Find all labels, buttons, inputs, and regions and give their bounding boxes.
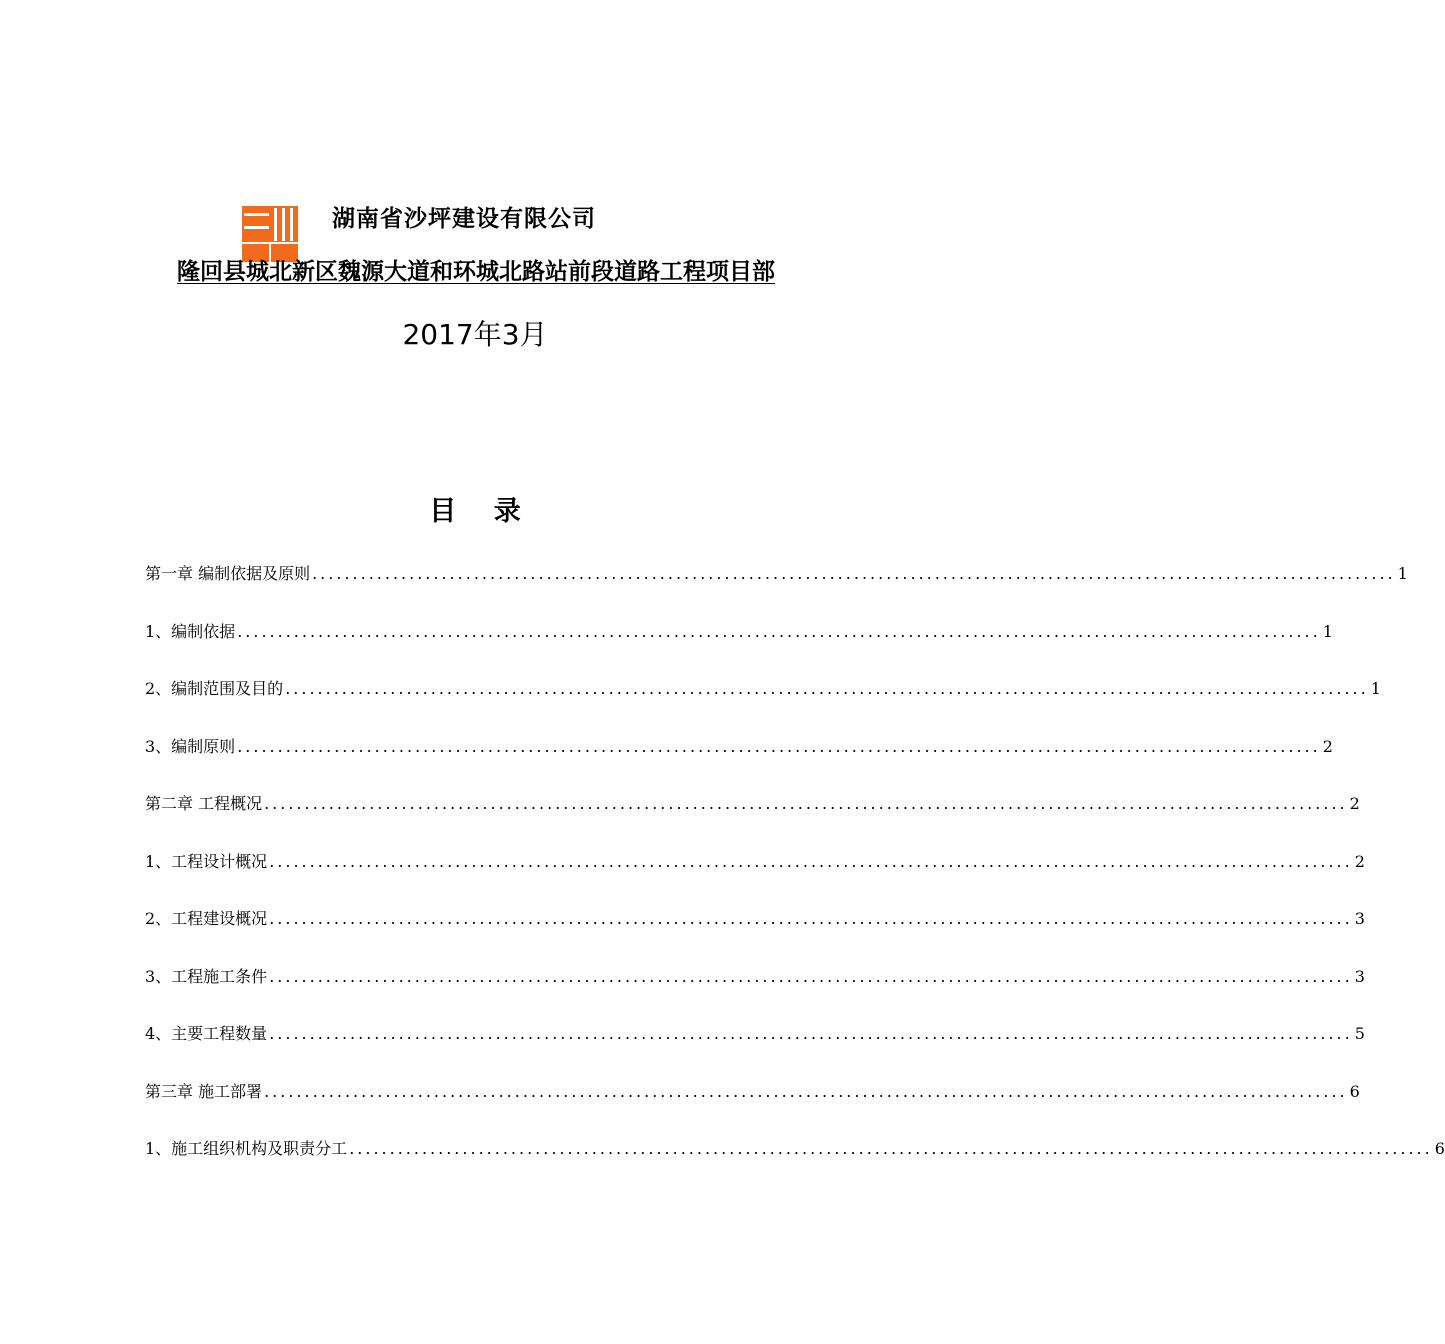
toc-title: 目 录 — [429, 496, 535, 527]
toc-leader-dots: ...................................................................................................................................... — [285, 679, 1369, 698]
toc-entry-page: 2 — [1322, 736, 1333, 756]
table-of-contents — [145, 560, 1445, 1193]
document-date: 2017年3月 — [402, 318, 548, 351]
toc-entry-label: 2、工程建设概况 — [145, 909, 268, 928]
toc-entry[interactable] — [145, 560, 1408, 618]
toc-entry-page: 2 — [1349, 794, 1360, 813]
toc-entry[interactable] — [145, 618, 1333, 676]
toc-entry-page: 1 — [1397, 564, 1408, 583]
toc-entry-label: 1、工程设计概况 — [145, 851, 268, 871]
toc-leader-dots: ...................................................................................................................................... — [237, 736, 1321, 756]
toc-entry-page: 1 — [1370, 679, 1381, 698]
toc-leader-dots: ...................................................................................................................................... — [269, 966, 1353, 986]
toc-leader-dots: ...................................................................................................................................... — [269, 1024, 1353, 1043]
toc-entry-page: 2 — [1354, 851, 1365, 871]
toc-entry-page: 1 — [1322, 621, 1333, 641]
toc-entry-page: 3 — [1354, 966, 1365, 986]
toc-leader-dots: ...................................................................................................................................... — [264, 1081, 1348, 1101]
toc-entry-label: 4、主要工程数量 — [145, 1024, 268, 1043]
toc-entry[interactable] — [145, 675, 1381, 733]
toc-entry-label: 3、工程施工条件 — [145, 966, 268, 986]
toc-entry-label: 第二章 工程概况 — [145, 794, 263, 813]
toc-entry-page: 6 — [1434, 1139, 1445, 1158]
toc-leader-dots: ...................................................................................................................................... — [264, 794, 1348, 813]
toc-entry-page: 5 — [1354, 1024, 1365, 1043]
toc-leader-dots: ...................................................................................................................................... — [237, 621, 1321, 641]
toc-entry[interactable] — [145, 790, 1360, 848]
toc-entry-label: 第三章 施工部署 — [145, 1081, 263, 1101]
toc-leader-dots: ...................................................................................................................................... — [269, 851, 1353, 871]
toc-leader-dots: ...................................................................................................................................... — [312, 564, 1396, 583]
toc-leader-dots: ...................................................................................................................................... — [349, 1139, 1433, 1158]
toc-entry-label: 3、编制原则 — [145, 736, 236, 756]
toc-entry-page: 3 — [1354, 909, 1365, 928]
toc-entry[interactable] — [145, 848, 1365, 906]
toc-entry-label: 1、编制依据 — [145, 621, 236, 641]
toc-entry-label: 1、施工组织机构及职责分工 — [145, 1139, 348, 1158]
toc-entry[interactable] — [145, 1020, 1365, 1078]
company-name: 湖南省沙坪建设有限公司 — [332, 206, 596, 232]
toc-entry[interactable] — [145, 1135, 1445, 1193]
toc-entry[interactable] — [145, 1078, 1360, 1136]
toc-entry[interactable] — [145, 963, 1365, 1021]
toc-leader-dots: ...................................................................................................................................... — [269, 909, 1353, 928]
project-department-title: 隆回县城北新区魏源大道和环城北路站前段道路工程项目部 — [177, 259, 775, 285]
toc-entry-label: 2、编制范围及目的 — [145, 679, 284, 698]
toc-entry-label: 第一章 编制依据及原则 — [145, 564, 311, 583]
toc-entry[interactable] — [145, 733, 1333, 791]
toc-entry[interactable] — [145, 905, 1365, 963]
toc-entry-page: 6 — [1349, 1081, 1360, 1101]
